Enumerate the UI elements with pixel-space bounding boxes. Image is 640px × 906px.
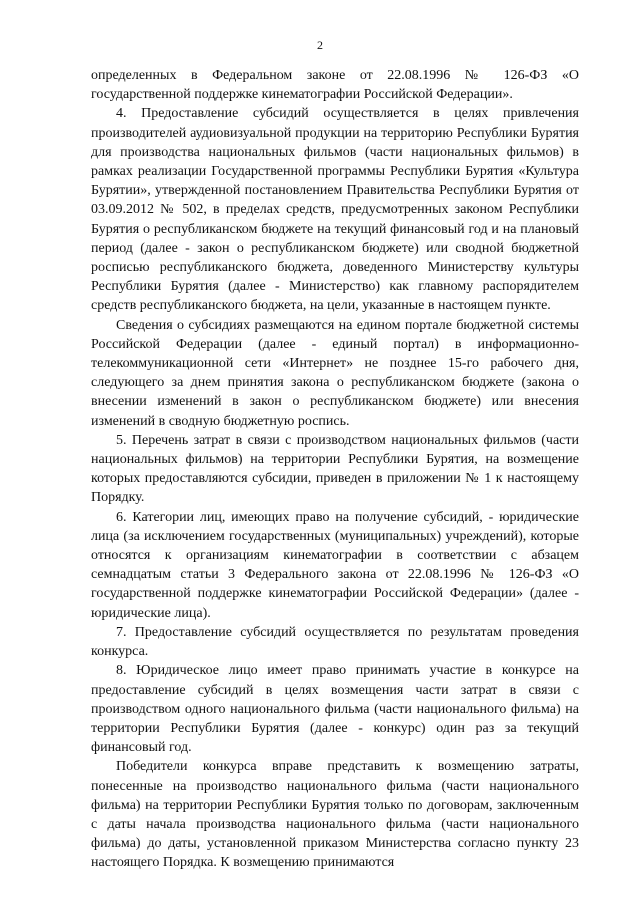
paragraph-continuation: определенных в Федеральном законе от 22.08.1996 № 126-ФЗ «О государственной поддержке кинематографии Российской Федерации».	[91, 68, 579, 103]
paragraph-item-5: 5. Перечень затрат в связи с производством национальных фильмов (части национальных фильмов) на территории Республики Бурятия, на возмещение которых предоставляются субсидии, приведен в приложении № 1 к настоящему Порядку.	[91, 432, 579, 506]
paragraph-item-4: 4. Предоставление субсидий осуществляется в целях привлечения производителей аудиовизуальной продукции на территорию Республики Бурятия для производства национальных фильмов (части национальных фильмов) в рамках реализации Государственной программы Республики Бурятия «Культура Бурятии», утвержденной постановлением Правительства Республики Бурятия от 03.09.2012 № 502, в пределах средств, предусмотренных законом Республики Бурятия о республиканском бюджете на текущий финансовый год и на плановый период (далее - закон о республиканском бюджете) или сводной бюджетной росписью республиканского бюджета, доведенного Министерству культуры Республики Бурятия (далее - Министерство) как главному распорядителем средств республиканского бюджета, на цели, указанные в настоящем пункте.	[91, 106, 579, 314]
page-number: 2	[317, 38, 323, 52]
paragraph-contest-winners: Победители конкурса вправе представить к возмещению затраты, понесенные на производство национального фильма (части национального фильма) на территории Республики Бурятия только по договорам, заключенным с даты начала производства национального фильма (части национального фильма) до даты, установленной приказом Министерства согласно пункту 23 настоящего Порядка. К возмещению принимаются	[91, 759, 579, 871]
paragraph-item-8: 8. Юридическое лицо имеет право принимать участие в конкурсе на предоставление субсидий в целях возмещения части затрат в связи с производством одного национального фильма (части национального фильма) на территории Республики Бурятия (далее - конкурс) один раз за текущий финансовый год.	[91, 663, 579, 756]
paragraph-subsidy-info: Сведения о субсидиях размещаются на едином портале бюджетной системы Российской Федерации (далее - единый портал) в информационно-телекоммуникационной сети «Интернет» не позднее 15-го рабочего дня, следующего за днем принятия закона о республиканском бюджете (закона о внесении изменений в закон о республиканском бюджете) или внесения изменений в сводную бюджетную роспись.	[91, 317, 579, 429]
paragraph-item-7: 7. Предоставление субсидий осуществляется по результатам проведения конкурса.	[91, 624, 579, 660]
paragraph-item-6: 6. Категории лиц, имеющих право на получение субсидий, - юридические лица (за исключением государственных (муниципальных) учреждений), которые относятся к организациям кинематографии в соответствии с абзацем семнадцатым статьи 3 Федерального закона от 22.08.1996 № 126-ФЗ «О государственной поддержке кинематографии Российской Федерации» (далее - юридические лица).	[91, 509, 579, 621]
document-body	[91, 66, 579, 873]
